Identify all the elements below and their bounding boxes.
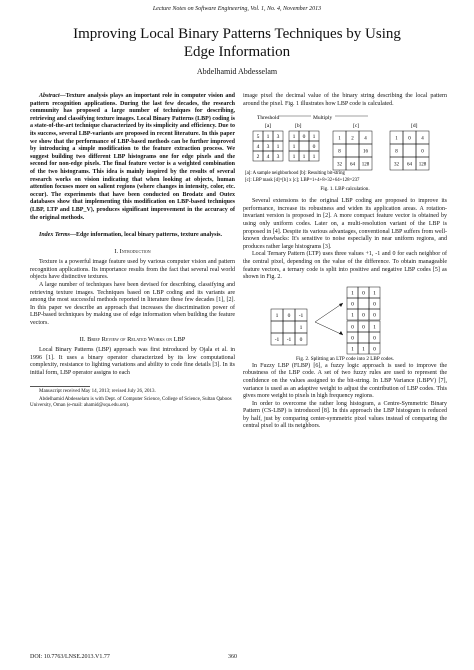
- title-line-2: Edge Information: [183, 44, 291, 60]
- fig1-legend-line-1: [a]: A sample neighborhood [b]: Resulting bit-string: [245, 171, 345, 177]
- fig1-label-a: [a]: [265, 123, 272, 130]
- fig1-grid-d-value: 32: [394, 162, 399, 168]
- fig1-grid-b-cell: [299, 141, 309, 151]
- fig2-grid-positive: [347, 287, 380, 320]
- fig1-grid-c-value: 32: [337, 162, 342, 168]
- fig1-label-d: [d]: [411, 123, 418, 130]
- title-line-1: Improving Local Binary Patterns Techniques by Using: [73, 26, 401, 42]
- fig1-grid-c-value: 128: [361, 162, 370, 168]
- fig1-grid-a-value: 5: [256, 134, 260, 141]
- fig1-grid-c-value: 1: [338, 136, 341, 142]
- fig2-caption: Fig. 2. Splitting an LTP code into 2 LBP codes.: [296, 355, 394, 362]
- section-heading-review: II. Brief Review of Related Works on LBP: [79, 335, 186, 343]
- fig1-grid-a-value: 2: [256, 154, 260, 161]
- fig1-grid-b-value: 1: [302, 154, 306, 161]
- fig2-grid-ternary-value: 1: [299, 324, 303, 331]
- fig2-grid-ternary-value: 1: [275, 312, 279, 319]
- fig1-grid-a-value: 4: [266, 154, 270, 161]
- fig2-grid-positive-value: 0: [362, 290, 365, 297]
- fig1-grid-c-value: 4: [364, 136, 367, 142]
- footnote-received: Manuscript received May 14, 2013; revised July 26, 2013.: [39, 388, 156, 394]
- fig1-grid-b-value: 0: [302, 134, 306, 141]
- fig1-grid-d-value: 0: [408, 136, 411, 142]
- right-paragraph-5: In order to overcome the rather long histogram, a Centre-Symmetric Binary Pattern (CS-LBP) is introduced [8]. In this approach the LBP histogram is reduced by half, just by comparing center-symmetric pixel values instead of comparing the central pixel to all its neighbors.: [243, 400, 447, 430]
- fig2-grid-positive-value: 0: [373, 301, 376, 308]
- index-terms-text: —Edge information, local binary patterns, texture analysis.: [69, 232, 223, 239]
- fig1-label-c: [c]: [353, 123, 360, 130]
- fig1-grid-d-value: 8: [395, 149, 398, 155]
- fig2-grid-ternary-value: 0: [299, 336, 303, 343]
- fig2-grid-ternary-value: 0: [287, 312, 291, 319]
- fig1-grid-b-value: 1: [312, 154, 316, 161]
- footnote-affiliation: Abdelhamid Abdesselam is with Dept. of Computer Science, College of Science, Sultan Qaboos University, Oman (e-mail: ahamid@squ.edu.om).: [30, 396, 232, 408]
- fig1-grid-c-value: 8: [338, 149, 341, 155]
- fig2-grid-ternary-value: -1: [298, 312, 304, 319]
- fig2-grid-ternary: [271, 309, 307, 345]
- fig1-grid-a-value: 3: [276, 154, 280, 161]
- figure-1-lbp-calculation: [243, 112, 447, 194]
- intro-paragraph-1: Texture is a powerful image feature used by various computer vision and pattern recognition applications. Its importance results from the fact that several real world objects have distinctive textures.: [30, 259, 235, 281]
- fig1-grid-d-value: 1: [395, 136, 398, 142]
- fig2-grid-positive-value: 1: [373, 290, 376, 297]
- fig2-grid-negative-value: 0: [373, 335, 376, 342]
- fig2-grid-negative-value: 0: [373, 346, 376, 353]
- fig1-grid-d: [390, 131, 429, 170]
- fig1-threshold-label: Threshold: [257, 115, 280, 122]
- fig1-grid-b-value: 1: [312, 134, 316, 141]
- footer-doi: DOI: 10.7763/LNSE.2013.V1.77: [30, 654, 110, 660]
- fig1-grid-d-value: 4: [421, 136, 424, 142]
- right-paragraph-4: In Fuzzy LBP (FLBP) [6], a fuzzy logic approach is used to improve the robustness of the LBP code. A set of two fuzzy rules are used to represent the confidence on the values assigned to the bit-string. In LBP Variance (LBPV) [7], variance is used as an adaptive weight to adjust the contribution of LBP codes. This gives more weight to pixels in high frequency regions.: [243, 362, 447, 400]
- fig1-grid-c-value: 2: [351, 136, 354, 142]
- fig1-grid-d-value: 64: [407, 162, 412, 168]
- right-paragraph-3: Local Ternary Pattern (LTP) uses three values +1, -1 and 0 for each neighbor of the central pixel, depending on the value of the difference. To obtain manageable feature vectors, a ternary code is split into positive and negative LBP codes [5] as shown in Fig. 2.: [243, 251, 447, 281]
- fig2-grid-positive-value: 1: [351, 290, 354, 297]
- abstract-text: —Texture analysis plays an important role in computer vision and pattern recognition applications. During the last few decades, the research community has proposed a large number of techniques for describing, retrieving and classifying texture images. Local Binary Patterns (LBP) coding is a state-of-the-art technique characterized by its simplicity and efficiency. Due to its success, several LBP-variants are proposed in recent literature. In this paper we show that the performance of LBP-based methods can be further improved by introducing a simple modification to the feature extraction process. We suggest building two different LBP histograms one for edge pixels and the second for non-edge pixels. The final feature vector is a weighted combination of the two histograms. This idea is mainly inspired by the results of several research works on vision indicating that when looking at objects, human attention focuses more on salient regions (where changes in intensity, color, etc. occur). The experiments that have been conducted on Brodatz and Outex databases show that implementing this modification on LBP-based techniques (LBP, LTP and LBP_V), produces significant improvement in the accuracy of the original methods.: [30, 93, 235, 221]
- fig2-grid-negative-value: 1: [362, 346, 365, 353]
- fig1-legend-line-2: [c]: LBP mask [d]=[b] x [c]; LBP=1+4+8+32+64+128=237: [245, 178, 360, 184]
- review-paragraph-1: Local Binary Patterns (LBP) approach was first introduced by Ojala et al. in 1996 [1]. It uses a binary operator characterized by its low computational complexity, resistance to lighting variations and ability to code fine details [3]. In its initial form, LBP operator assigns to each: [30, 347, 235, 376]
- fig1-grid-a: [253, 131, 283, 161]
- fig2-grid-negative-value: 1: [373, 324, 376, 331]
- index-terms: [30, 232, 235, 240]
- fig2-grid-negative-value: 0: [351, 335, 354, 342]
- running-head: Lecture Notes on Software Engineering, Vol. 1, No. 4, November 2013: [152, 6, 322, 12]
- fig1-grid-d-cell: [403, 144, 416, 157]
- right-paragraph-2: Several extensions to the original LBP coding are proposed to improve its performance, increase its robustness and widen its application areas. A rotation-invariant version is proposed in [2]. A more compact feature vector is obtained by using only uniform codes. Later on, a multi-resolution variant of the LBP is proposed in [4]. Despite its various advantages, conventional LBP suffers from well-known drawbacks: It's sensitive to noise especially in near uniform regions, and produces rather large histograms [3].: [243, 198, 447, 250]
- fig2-grid-positive-cell: [358, 298, 369, 309]
- fig1-grid-b-value: 0: [312, 144, 316, 151]
- index-terms-lead: Index Terms: [39, 232, 70, 239]
- intro-paragraph-2: A large number of techniques have been devised for describing, classifying and retrieving texture images. Techniques based on LBP coding and its variants are among the most successful methods reported in literature these few decades [1], [2]. In this paper we describe an approach that increases the discrimination power of LBP-based techniques by making use of edge information when building the feature vectors.: [30, 282, 235, 327]
- right-column: [243, 93, 447, 431]
- footnote-rule: [30, 386, 90, 387]
- fig2-grid-positive-value: 0: [362, 312, 365, 319]
- fig1-grid-b-value: 1: [292, 144, 296, 151]
- fig2-grid-negative-value: 0: [351, 324, 354, 331]
- fig2-grid-negative-value: 0: [362, 324, 365, 331]
- section-heading-introduction: I. Introduction: [114, 247, 151, 255]
- fig1-multiply-label: Multiply: [313, 115, 333, 122]
- fig1-grid-c-value: 16: [363, 149, 368, 155]
- fig2-grid-ternary-value: -1: [274, 336, 280, 343]
- paper-title: [20, 25, 454, 61]
- fig1-grid-a-value: 1: [266, 134, 270, 141]
- fig1-caption: Fig. 1. LBP calculation.: [320, 186, 370, 193]
- fig1-grid-a-value: 1: [276, 144, 280, 151]
- fig1-grid-b: [289, 131, 319, 161]
- fig2-grid-negative-value: 1: [351, 346, 354, 353]
- fig1-grid-d-value: 0: [421, 149, 424, 155]
- author-name: Abdelhamid Abdesselam: [196, 67, 278, 76]
- fig1-grid-a-value: 3: [266, 144, 270, 151]
- fig1-grid-c: [333, 131, 372, 170]
- right-paragraph-1: image pixel the decimal value of the binary string describing the local pattern around the pixel. Fig. 1 illustrates how LBP code is calculated.: [243, 93, 447, 107]
- fig1-grid-c-value: 64: [350, 162, 355, 168]
- fig1-grid-b-value: 1: [292, 134, 296, 141]
- fig1-label-b: [b]: [295, 123, 302, 130]
- fig2-grid-ternary-value: -1: [286, 336, 292, 343]
- fig2-grid-ternary-cell: [283, 321, 295, 333]
- fig2-grid-ternary-cell: [271, 321, 283, 333]
- fig2-grid-positive-value: 0: [351, 301, 354, 308]
- fig2-grid-positive-value: 1: [351, 312, 354, 319]
- fig1-grid-b-value: 1: [292, 154, 296, 161]
- footer-page-number: 360: [228, 654, 237, 660]
- fig2-grid-negative-cell: [358, 332, 369, 343]
- fig2-grid-positive-value: 0: [373, 312, 376, 319]
- fig1-grid-a-value: 3: [276, 134, 280, 141]
- figure-2-ltp-split: [243, 285, 447, 363]
- left-column: [30, 93, 235, 409]
- fig1-grid-c-cell: [346, 144, 359, 157]
- abstract: [30, 93, 235, 222]
- fig2-grid-negative: [347, 321, 380, 354]
- fig1-grid-a-value: 4: [256, 144, 260, 151]
- abstract-lead: Abstract: [39, 93, 60, 99]
- fig1-grid-d-value: 128: [418, 162, 427, 168]
